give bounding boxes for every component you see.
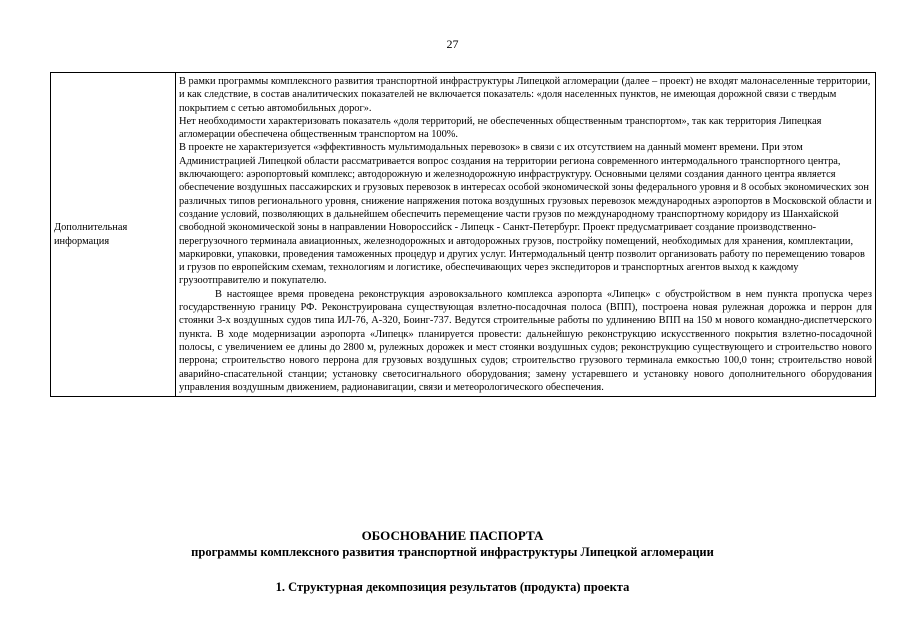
table-row [51, 73, 876, 397]
paragraph-scope: В рамки программы комплексного развития транспортной инфраструктуры Липецкой агломерации (далее – проект) не входят малонаселенные территории, и как следствие, в состав аналитических показателей не включается показатель: «доля населенных пунктов, не имеющая дорожной связи с твердым покрытием с сетью автомобильных дорог». [179, 76, 871, 114]
heading-main: ОБОСНОВАНИЕ ПАСПОРТА [361, 528, 544, 543]
row-content [176, 73, 876, 397]
heading-section: 1. Структурная декомпозиция результатов (продукта) проекта [275, 580, 630, 594]
paragraph-public-transport: Нет необходимости характеризовать показатель «доля территорий, не обеспеченных общественным транспортом», так как территория Липецкая агломерации обеспечена общественным транспортом на 100%. [179, 115, 822, 141]
paragraph-airport: В настоящее время проведена реконструкция аэровокзального комплекса аэропорта «Липецк» с обустройством в нем пункта пропуска через государственную границу РФ. Реконструирована существующая взлетно-посадочная полоса (ВПП), построена новая рулежная дорожка и перрон для стоянки 3-х воздушных судов типа ИЛ-76, А-320, Боинг-737. Ведутся строительные работы по удлинению ВПП на 150 м нового командно-диспетчерского пункта. В ходе модернизации аэропорта «Липецк» планируется провести: дальнейшую реконструкцию искусственного покрытия взлетно-посадочной полосы, с увеличением ее длины до 2800 м, рулежных дорожек и мест стоянки воздушных судов; реконструкцию существующего и строительство нового перрона; строительство нового перрона для грузовых воздушных судов; строительство грузового терминала емкостью 100,0 тонн; строительство новой аварийно-спасательной станции; установку светосигнального оборудования; замену устаревшего и установку нового дополнительного оборудования управления воздушным движением, радионавигации, связи и метеорологического обеспечения. [179, 288, 872, 393]
paragraph-multimodal: В проекте не характеризуется «эффективность мультимодальных перевозок» в связи с их отсутствием на данный момент времени. При этом Администрацией Липецкой области рассматривается вопрос создания на территории региона современного интермодального транспортного центра, включающего: аэропортовый комплекс; автодорожную и железнодорожную инфраструктуру. Основными целями создания данного центра является обеспечение воздушных пассажирских и грузовых перевозок в интересах особой экономической зоны федерального уровня и 8 особых экономических зон различных типов регионального уровня, снижение напряжения потока воздушных грузовых перевозок международных аэропортов в Московской области и создание условий, позволяющих в дальнейшем обеспечить перемещение части грузов по международному транспортному коридору из Шанхайской свободной экономической зоны в направлении Новороссийск - Липецк - Санкт-Петербург. Проект предусматривает создание производственно-перегрузочного терминала авиационных, железнодорожных и автодорожных грузов, постройку помещений, необходимых для хранения, комплектации, маркировки, упаковки, проведения таможенных процедур и других услуг. Интермодальный центр позволит организовать работу по перемещению товаров и грузов по европейским схемам, технологиям и логистике, обеспечивающих через экспедиторов и транспортных агентов выход к каждому грузоотправителю и покупателю. [179, 142, 872, 287]
heading-sub: программы комплексного развития транспортной инфраструктуры Липецкой агломерации [191, 545, 714, 559]
row-label: Дополнительная информация [51, 73, 176, 397]
info-table [50, 72, 876, 397]
page-number: 27 [446, 37, 459, 51]
